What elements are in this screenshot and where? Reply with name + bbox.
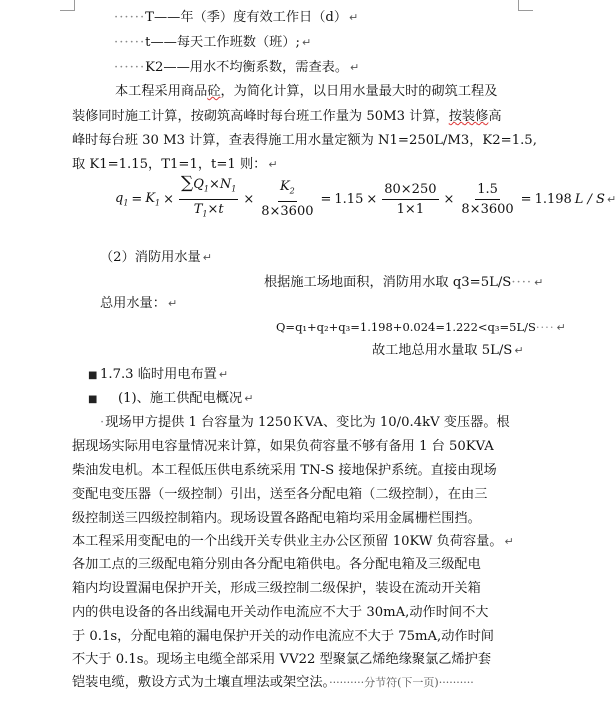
paragraph-mark: ↵ [350,61,360,74]
body-line: 据现场实际用电容量情况来计算，如果负荷容量不够有备用 1 台 50KVA [72,439,494,454]
paragraph-mark: ↵ [504,535,514,548]
text-line [114,33,311,52]
paragraph-line [72,107,502,126]
text-span: ，为简化计算，以日用水量最大时的砌筑工程及 [220,84,498,99]
body-line: ·现场甲方提供 1 台容量为 1250ＫVA、变比为 10/0.4kV 变压器。根 [100,415,510,430]
formula-fraction-2: $\frac{K_2}{8\times 3600}$ [261,179,314,219]
text-l1: T——年（季）度有效工作日（d） [145,10,348,25]
body-line: 柴油发电机。本工程低压供电系统采用 TN-S 接地保护系统。直接由现场 [72,463,497,478]
body-line: 箱内均设置漏电保护开关，形成三级控制二级保护，装设在流动开关箱 [72,581,481,596]
body-line: 铠装电缆，敷设方式为土壤直埋法或架空法。··········分节符(下一页)·········· [72,675,474,690]
paragraph-line [115,82,497,101]
formula-coef: 1.15 [334,191,364,207]
body-line: 不大于 0.1s。现场主电缆全部采用 VV22 型聚氯乙烯绝缘聚氯乙烯护套 [72,652,492,667]
total-water-formula: Q=q₁+q₂+q₃=1.198+0.024=1.222<q₃=5L/S···· ↵ [276,320,566,334]
body-line: 各加工点的三级配电箱分别由各分配电箱供电。各分配电箱及三级配电 [72,557,481,572]
paragraph-mark: ↵ [534,276,544,289]
formula-unit: L / S [574,191,605,207]
body-line: 变配电变压器（一级控制）引出，送至各分配电箱（二级控制），在由三 [72,487,488,502]
formula-fraction-4: $\frac{1.5}{8\times 3600}$ [461,181,514,217]
paragraph-mark: ↵ [556,321,566,334]
paragraph-mark: ↵ [167,297,178,310]
paragraph-line: 峰时每台班 30 M3 计算，查表得施工用水量定额为 N1=250L/M3，K2=1.5, [72,133,537,148]
formula-equals: = [520,191,532,207]
paragraph-line [72,155,278,174]
leader-dots: ···· [535,320,555,334]
formula-fraction-1: $\frac{\sum Q_1\times N_1}{T_1\times t}$ [181,173,237,219]
subsection-heading: (1)、施工供配电概况 ↵ [118,391,254,406]
body-line: 级控制送三四级控制箱内。现场设置各路配电箱均采用金属栅栏围挡。 [72,511,481,526]
paragraph-mark: ↵ [202,251,212,264]
spellcheck-word: 砼 [207,84,221,99]
list-bullet: ■ [88,370,98,381]
total-water-label: 总用水量： ↵ [100,296,178,311]
list-bullet: ■ [88,394,98,405]
formula-times: × [243,191,255,207]
text-span: 本工程采用商品 [115,84,208,99]
leader-dots: · [100,415,106,430]
formula-result: 1.198 [534,191,572,207]
fire-water-text: 根据施工场地面积，消防用水取 q3=5L/S···· ↵ [264,275,544,290]
paragraph-mark: ↵ [514,344,524,357]
formula-q: $q_1$ [115,190,129,208]
text-l3: K2——用水不均衡系数，需查表。 [145,60,349,75]
paragraph-mark: ↵ [301,36,312,49]
paragraph-mark: ↵ [268,158,278,171]
body-line: 本工程采用变配电的一个出线开关专供业主办公区预留 10KW 负荷容量。 ↵ [72,534,514,549]
water-usage-formula [115,175,616,223]
paragraph-mark: ↵ [606,192,616,206]
leader-dots: ······ [114,35,146,50]
text-span: 装修同时施工计算，按砌筑高峰时每台班工作量为 50M3 计算， [72,109,449,124]
paragraph-mark: ↵ [244,392,254,405]
body-line: 于 0.1s，分配电箱的漏电保护开关的动作电流应不大于 75mA,动作时间 [72,629,494,644]
text-line [114,58,359,77]
paragraph-mark: ↵ [349,11,359,24]
formula-times: × [443,191,455,207]
section-heading: 1.7.3 临时用电布置 ↵ [100,367,229,382]
formula-times: × [163,191,175,207]
formula-equals: = [131,191,143,207]
text-l2: t——每天工作班数（班）; [145,35,300,50]
text-span: 取 K1=1.15，T1=1，t=1 则： [72,157,267,172]
formula-equals: = [320,191,332,207]
page-corner-mark-left [60,0,75,11]
formula-fraction-3: $\frac{80\times 250}{1\times 1}$ [384,181,437,217]
formula-times: × [366,191,378,207]
body-line: 内的供电设备的各出线漏电开关动作电流应不大于 30mA,动作时间不大 [72,605,489,620]
leader-dots: ······ [114,10,146,25]
leader-dots: ···· [511,275,533,290]
fire-water-heading: （2）消防用水量 ↵ [100,250,212,265]
text-span: 高 [488,109,502,124]
total-water-result: 故工地总用水量取 5L/S ↵ [372,343,524,358]
text-line [114,8,358,27]
section-break-marker: ··········分节符(下一页)·········· [329,676,474,689]
page-corner-mark-right [518,0,533,11]
formula-k1: $K_1$ [145,190,161,208]
paragraph-mark: ↵ [218,368,229,381]
spellcheck-word: 按装修 [448,109,489,124]
leader-dots: ······ [114,60,146,75]
